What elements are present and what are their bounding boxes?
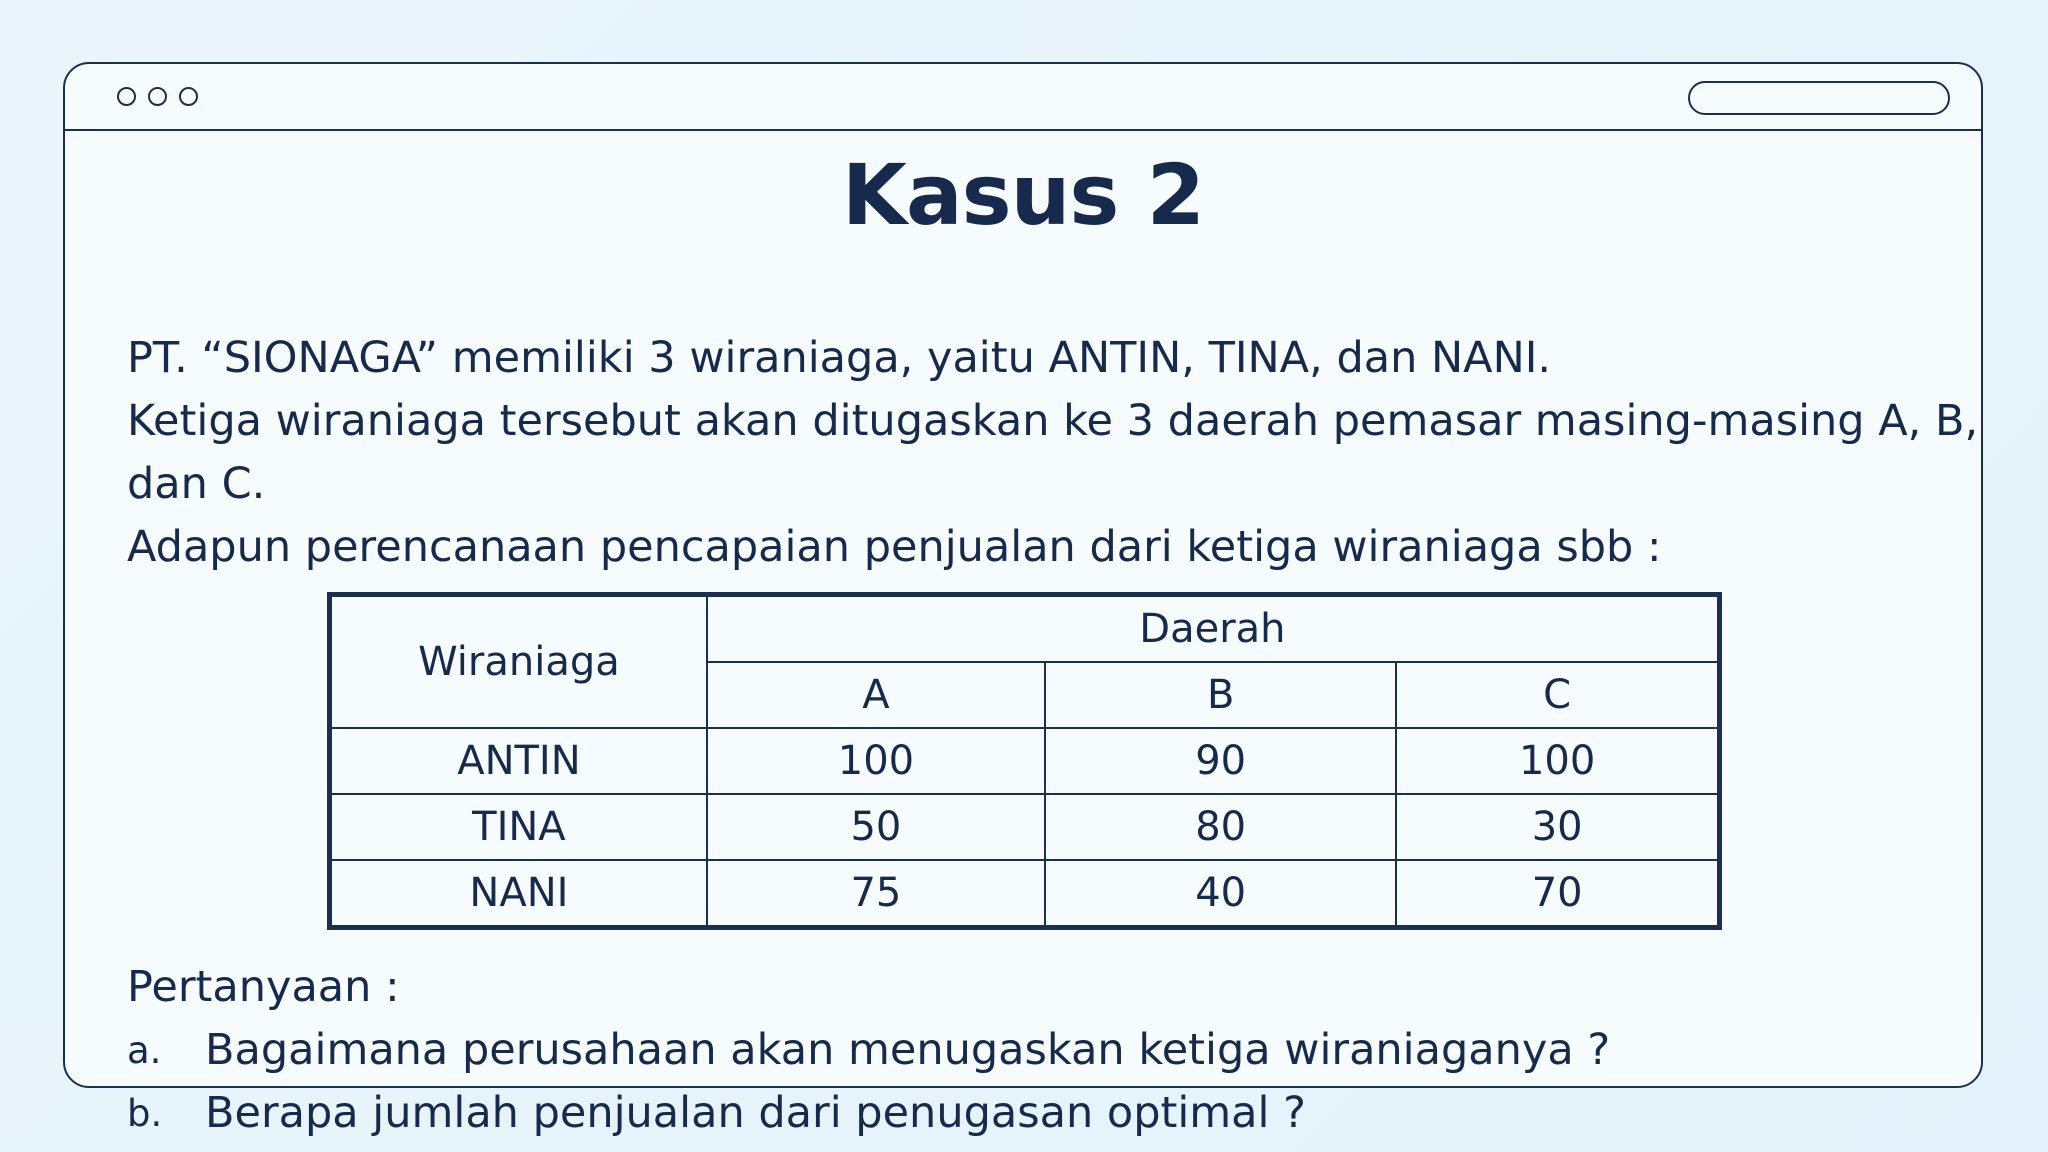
row-name-cell: TINA (330, 794, 707, 860)
table-row (330, 728, 1720, 794)
close-window-dot-icon[interactable] (117, 87, 136, 106)
question-marker: b. (127, 1092, 163, 1135)
table-header-row (330, 595, 1720, 663)
question-item (127, 1019, 1610, 1082)
column-header-c: C (1396, 662, 1719, 728)
questions-section (127, 956, 1610, 1145)
intro-line-2: Ketiga wiraniaga tersebut akan ditugaskan ke 3 daerah pemasar masing-masing A, B, dan C. (127, 396, 1979, 509)
row-name-cell: NANI (330, 860, 707, 928)
value-cell: 75 (707, 860, 1045, 928)
question-text: Berapa jumlah penjualan dari penugasan optimal ? (205, 1088, 1306, 1138)
window-titlebar (65, 64, 1981, 131)
row-name-cell: ANTIN (330, 728, 707, 794)
maximize-window-dot-icon[interactable] (179, 87, 198, 106)
column-header-b: B (1045, 662, 1396, 728)
minimize-window-dot-icon[interactable] (148, 87, 167, 106)
intro-line-1: PT. “SIONAGA” memiliki 3 wiraniaga, yaitu ANTIN, TINA, dan NANI. (127, 333, 1552, 383)
question-item (127, 1082, 1610, 1145)
value-cell: 100 (707, 728, 1045, 794)
questions-heading: Pertanyaan : (127, 962, 400, 1012)
address-bar[interactable] (1688, 81, 1950, 115)
table-row (330, 860, 1720, 928)
wiraniaga-header: Wiraniaga (330, 595, 707, 729)
value-cell: 70 (1396, 860, 1719, 928)
window-controls (117, 87, 198, 106)
value-cell: 50 (707, 794, 1045, 860)
page-title: Kasus 2 (841, 146, 1205, 244)
column-header-a: A (707, 662, 1045, 728)
table-row (330, 794, 1720, 860)
value-cell: 40 (1045, 860, 1396, 928)
question-text: Bagaimana perusahaan akan menugaskan ketiga wiraniaganya ? (205, 1025, 1611, 1075)
value-cell: 80 (1045, 794, 1396, 860)
browser-window (63, 62, 1983, 1138)
sales-table (327, 592, 1722, 930)
value-cell: 100 (1396, 728, 1719, 794)
case-description (127, 327, 1987, 579)
value-cell: 30 (1396, 794, 1719, 860)
question-marker: a. (127, 1029, 162, 1072)
intro-line-3: Adapun perencanaan pencapaian penjualan dari ketiga wiraniaga sbb : (127, 522, 1662, 572)
value-cell: 90 (1045, 728, 1396, 794)
daerah-header: Daerah (707, 595, 1720, 663)
